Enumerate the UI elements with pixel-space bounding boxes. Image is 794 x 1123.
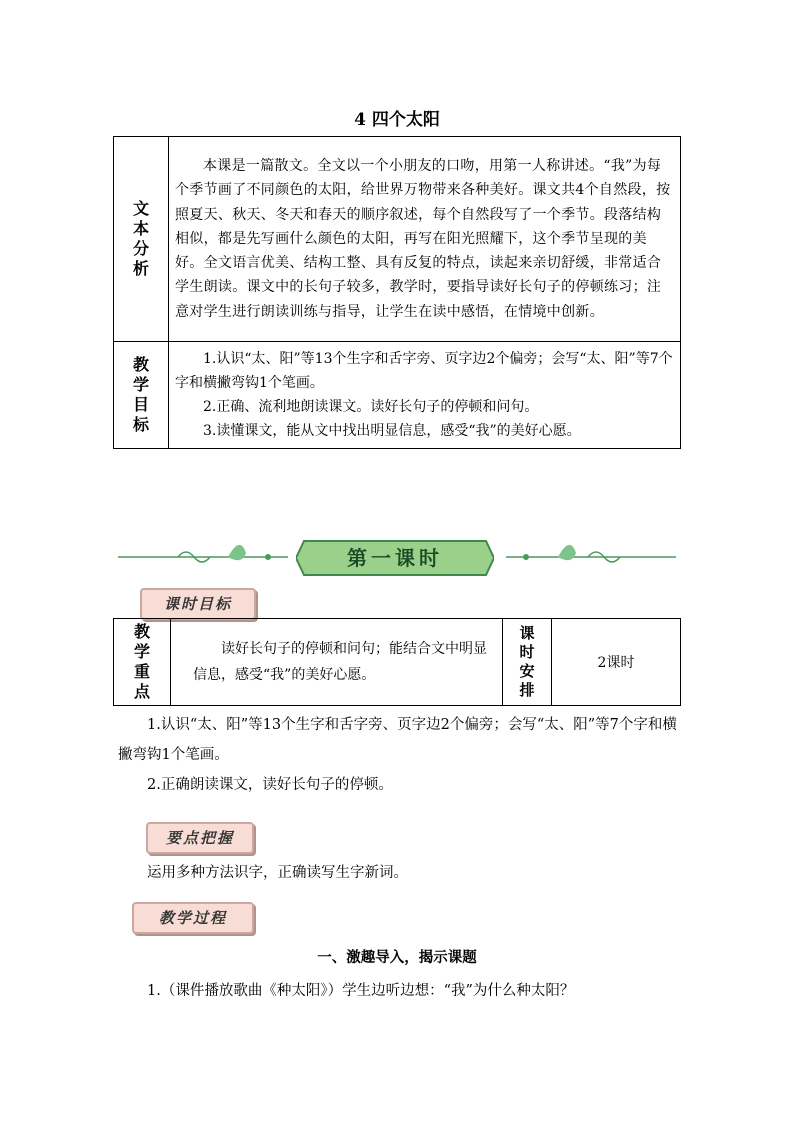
schedule-value: 2课时 bbox=[552, 619, 681, 706]
label-char: 学 bbox=[133, 642, 150, 661]
key-points-tag: 要点把握 bbox=[146, 822, 254, 854]
section-heading: 一、激趣导入，揭示课题 bbox=[317, 949, 477, 966]
label-char: 点 bbox=[133, 682, 150, 701]
focus-label bbox=[114, 619, 171, 706]
process-line: 1.（课件播放歌曲《种太阳》）学生边听边想：“我”为什么种太阳？ bbox=[147, 983, 575, 999]
label-char: 本 bbox=[132, 219, 149, 238]
label-char: 学 bbox=[132, 375, 149, 394]
label-char: 课 bbox=[519, 624, 535, 642]
leaf-icon bbox=[228, 545, 246, 560]
objectives-list bbox=[118, 710, 678, 800]
label-char: 排 bbox=[519, 681, 535, 699]
schedule-label bbox=[503, 619, 552, 706]
label-char: 目 bbox=[132, 395, 149, 414]
lesson-banner: 第一课时 bbox=[347, 546, 443, 570]
goal-item: 1.认识“太、阳”等13个生字和舌字旁、页字边2个偏旁；会写“太、阳”等7个字和横撇弯钩1个笔画。 bbox=[175, 351, 673, 391]
leaf-icon bbox=[558, 545, 576, 560]
objective-item: 2.正确朗读课文，读好长句子的停顿。 bbox=[147, 777, 393, 793]
key-points-text bbox=[118, 858, 678, 888]
label-char: 教 bbox=[132, 355, 149, 374]
label-char: 标 bbox=[132, 415, 149, 434]
goal-item: 2.正确、流利地朗读课文。读好长句子的停顿和问句。 bbox=[203, 399, 539, 415]
analysis-row bbox=[114, 137, 681, 342]
goals-row bbox=[114, 342, 681, 449]
focus-row bbox=[114, 619, 681, 706]
analysis-table bbox=[113, 136, 681, 449]
process-text bbox=[118, 976, 678, 1006]
focus-text: 读好长句子的停顿和问句；能结合文中明显信息，感受“我”的美好心愿。 bbox=[171, 619, 503, 706]
label-char: 时 bbox=[519, 643, 535, 661]
objectives-tag: 课时目标 bbox=[140, 588, 256, 620]
objective-item: 1.认识“太、阳”等13个生字和舌字旁、页字边2个偏旁；会写“太、阳”等7个字和横撇弯钩1个笔画。 bbox=[118, 717, 677, 763]
label-char: 安 bbox=[519, 662, 535, 680]
key-points-line: 运用多种方法识字，正确读写生字新词。 bbox=[147, 865, 408, 881]
goal-item: 3.读懂课文，能从文中找出明显信息，感受“我”的美好心愿。 bbox=[203, 423, 581, 439]
goals-list bbox=[169, 342, 681, 449]
label-char: 析 bbox=[132, 259, 149, 278]
label-char: 文 bbox=[132, 199, 149, 218]
label-char: 重 bbox=[133, 662, 150, 681]
goals-label bbox=[114, 342, 169, 449]
lesson-title: 4 四个太阳 bbox=[354, 110, 440, 130]
analysis-text: 本课是一篇散文。全文以一个小朋友的口吻，用第一人称讲述。“我”为每个季节画了不同颜色的太阳，给世界万物带来各种美好。课文共4个自然段，按照夏天、秋天、冬天和春天的顺序叙述，每个自然段写了一个季节。段落结构相似，都是先写画什么颜色的太阳，再写在阳光照耀下，这个季节呈现的美好。全文语言优美、结构工整、具有反复的特点，读起来亲切舒缓，非常适合学生朗读。课文中的长句子较多，教学时，要指导读好长句子的停顿练习；注意对学生进行朗读训练与指导，让学生在读中感悟，在情境中创新。 bbox=[169, 137, 681, 342]
analysis-label bbox=[114, 137, 169, 342]
focus-table bbox=[113, 618, 681, 706]
label-char: 分 bbox=[132, 239, 149, 258]
process-tag: 教学过程 bbox=[132, 902, 254, 934]
label-char: 教 bbox=[133, 622, 150, 641]
